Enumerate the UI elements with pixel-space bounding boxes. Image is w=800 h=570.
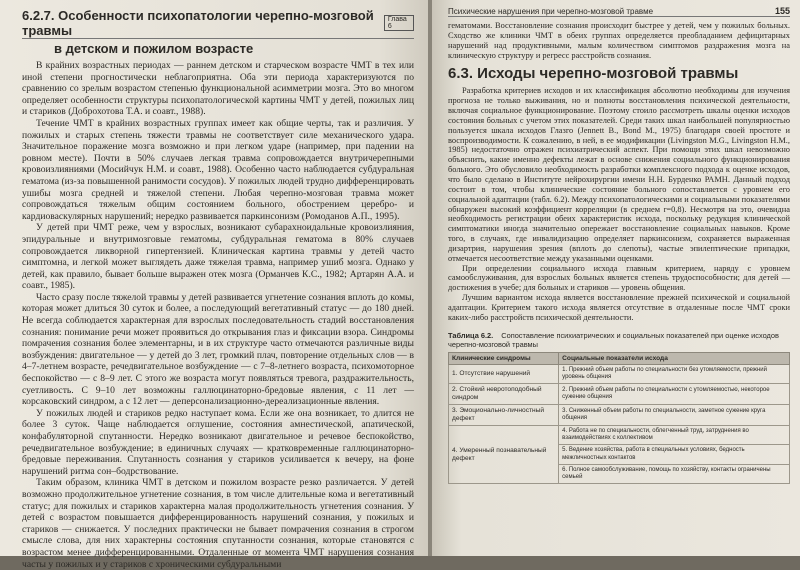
table-caption-text: Сопоставление психиатрических и социальных показателей при оценке исходов черепно-мозговой травмы (448, 330, 779, 349)
paragraph: У детей при ЧМТ реже, чем у взрослых, возникают субарахноидальные кровоизлияния, эпидуральные и внутримозговые гематомы, субдуральная гематома в 80% случаев сопровождается ликворной гипертензией. Клиническая картина травмы у детей часто симптомна, и легкой может выглядеть даже тяжелая травма, например ушиб мозга. Однако у детей, как правило, бывает больше выражен отек мозга (Орманчев К.С., 1982; Артарян А.А. и соавт., 1985). (22, 222, 414, 292)
table-header-cell: Социальные показатели исхода (559, 352, 790, 364)
page-number: 155 (774, 6, 790, 16)
section-subtitle: в детском и пожилом возрасте (54, 41, 254, 56)
left-body (22, 60, 414, 570)
table-cell: 3. Сниженный объем работы по специальности, заметное сужение круга общения (559, 405, 790, 426)
table-row (449, 405, 790, 426)
chapter-tag: Глава 6 (384, 15, 414, 31)
table-cell: 4. Работа не по специальности, облегченный труд, затруднения во взаимодействиях с коллективом (559, 426, 790, 445)
paragraph: Течение ЧМТ в крайних возрастных группах имеет как общие черты, так и различия. У пожилых и старых степень тяжести травмы не соответствует силе механического удара. Значительное поражение мозга возможно и при легком ударе (например, при падении на ровном месте). Почти в 50% случаев легкая травма сопровождается внутричерепными кровоизлияниями (Мосийчук Н.М. и соавт., 1988). Особенно часто наблюдается субдуральная гематома (из-за повышенной ранимости сосудов). У пожилых людей трудно дифференцировать ушибы мозга средней и тяжелой степени. Любая черепно-мозговая травма может сопровождаться тяжелым общим состоянием больного, обострением церебро- и кардиоваскулярных нарушений; нередко развивается паркинсонизм (Ромоданов А.П., 1995). (22, 117, 414, 222)
section-title: 6.2.7. Особенности психопатологии черепно-мозговой травмы (22, 8, 374, 38)
left-page-header (22, 8, 414, 39)
paragraph: Часто сразу после тяжелой травмы у детей развивается угнетение сознания вплоть до комы, которая может длиться 30 суток и более, а последующий вегетативный статус — до 180 дней. Не всегда соблюдается характерная для взрослых последовательность стадий восстановления сознания: понимание речи может проявиться до открывания глаз и фиксации взора. Синдромы помрачения сознания более элементарны, и в их структуре часто отмечаются различные виды возбуждения: двигательное — у детей до 3 лет, громкий плач, повторение отдельных слов — в 4–7-летнем возрасте, речедвигательное возбуждение — с 7–8-летнего возраста, психомоторное беспокойство — с 8–9 лет. С этого же возраста могут появляться тревога, раздражительность, суетливость. С 9–10 лет возможны галлюцинаторно-бредовые явления, с 11 лет — корсаковский синдром, а с 12 лет — деперсонализационно-дереализационные явления. (22, 291, 414, 408)
table-cell: 1. Прежний объем работы по специальности без утомляемости, прежний уровень общения (559, 364, 790, 383)
table-row (449, 426, 790, 445)
paragraph: Разработка критериев исходов и их классификация абсолютно необходимы для изучения прогноза не только выживания, но и полноты восстановления психической деятельности, включая социальное функционирование. Поэтому стоило рассмотреть шкалы оценки исходов состояния больных с учетом этих показателей. Среди таких шкал наибольшей популярностью пользуется шкала исходов Глазго (Jennett B., Bond M., 1975) благодаря своей простоте и воспроизводимости. К сожалению, в ней, в ее модификации (Livingston M.G., Livingston H.M., 1985) недостаточно отражен психиатрический аспект. При помощи этих шкал невозможно объяснить, какие именно дефекты лежат в основе снижения социального функционирования больного. Это обусловило необходимость разработки комплексного подхода к оценке исходов, что было сделано в Институте нейрохирургии имени Н.Н. Бурденко РАМН. Данный подход состоит в том, чтобы клинические состояние больного сопоставляется с уровнем его социальной адаптации (табл. 6.2). Между психопатологическими и социальными показателями обнаружен высокий коэффициент корреляции (в среднем r=0,8). Несмотря на это, очевидна необходимость регистрации обеих характеристик исхода, поскольку редукция клинической симптоматики иногда значительно опережает восстановление социальных навыков. Кроме того, в случаях, где инвалидизацию определяет паркинсонизм, сохраняется выраженная дизартрия, нарушения зрения (вплоть до слепоты), частые эпилептические припадки, отмечается несоответствие между указанными оценками. (448, 86, 790, 263)
running-head: Психические нарушения при черепно-мозговой травме (448, 6, 654, 16)
paragraph: Таким образом, клиника ЧМТ в детском и пожилом возрасте резко различается. У детей возможно продолжительное угнетение сознания, в том числе длительные кома и вегетативный статус; для пожилых и стариков характерна малая продолжительность угнетения сознания. У детей с возрастом повышается дифференцированность нарушений сознания, у пожилых и стариков — снижается. У последних практически не бывает помрачения сознания в строгом смысле слова, для них характерны состояния спутанности сознания, которые становятся с возрастом менее дифференцированными. Отдаленные от момента ЧМТ нарушения сознания часты у пожилых и у стариков с хроническими субдуральными (22, 477, 414, 570)
table-cell: 1. Отсутствие нарушений (449, 364, 559, 383)
paragraph: В крайних возрастных периодах — раннем детском и старческом возрасте ЧМТ в тех или иной степени прогностически неблагоприятна. Оба эти периода характеризуются по сравнению со зрелым возрастом степенью функциональной асимметрии мозга. Это во многом определяет особенности структуры психопатологической картины ЧМТ у детей, пожилых лиц и стариков (Доброхотова Т.А. и соавт., 1988). (22, 60, 414, 118)
table-header-row (449, 352, 790, 364)
table-label: Таблица 6.2. (448, 330, 494, 340)
table-row (449, 384, 790, 405)
paragraph: У пожилых людей и стариков редко наступает кома. Если же она возникает, то длится не более 3 суток. Чаще наблюдается оглушение, состояния амнестической, апатической, конфабуляторной спутанности. Нередко возникают двигательное и речевое беспокойство, речедвигательное возбуждение; в единичных случаях — кратковременные галлюцинаторно-бредовые переживания. Спутанность сознания у стариков усиливается к вечеру, на фоне нарушений ритма сон–бодрствование. (22, 407, 414, 477)
paragraph: При определении социального исхода главным критерием, наряду с уровнем самообслуживания, для взрослых больных является степень трудоспособности; для детей — достижения в учебе; для больных и стариков — уровень общения. (448, 263, 790, 293)
table-caption (448, 331, 790, 349)
table-header-cell: Клинические синдромы (449, 352, 559, 364)
paragraph: гематомами. Восстановление сознания происходит быстрее у детей, чем у пожилых больных. Сходство же клиники ЧМТ в обеих группах определяется преобладанием дефицитарных нарушений над продуктивными, малым количеством симптомов раздражения мозга на клиническую структуру и регресс расстройств сознания. (448, 21, 790, 60)
right-page (432, 0, 800, 556)
right-page-header (448, 6, 790, 17)
table-cell: 2. Прежний объем работы по специальности с утомляемостью, некоторое сужение общения (559, 384, 790, 405)
table-cell: 4. Умеренный познавательный дефект (449, 426, 559, 484)
table-cell: 5. Ведение хозяйства, работа в специальных условиях, бедность межличностных контактов (559, 445, 790, 464)
table-cell: 3. Эмоционально-личностный дефект (449, 405, 559, 426)
outcomes-table (448, 352, 790, 485)
table-cell: 2. Стойкий невротоподобный синдром (449, 384, 559, 405)
section-heading: 6.3. Исходы черепно-мозговой травмы (448, 65, 739, 83)
table-row (449, 364, 790, 383)
paragraph: Лучшим вариантом исхода является восстановление прежней психической и социальной адаптации. Критерием такого исхода является отсутствие в отдаленные после ЧМТ сроки каких-либо расстройств психической деятельности. (448, 293, 790, 322)
table-cell: 6. Полное самообслуживание, помощь по хозяйству, контакты ограничены семьей (559, 464, 790, 483)
